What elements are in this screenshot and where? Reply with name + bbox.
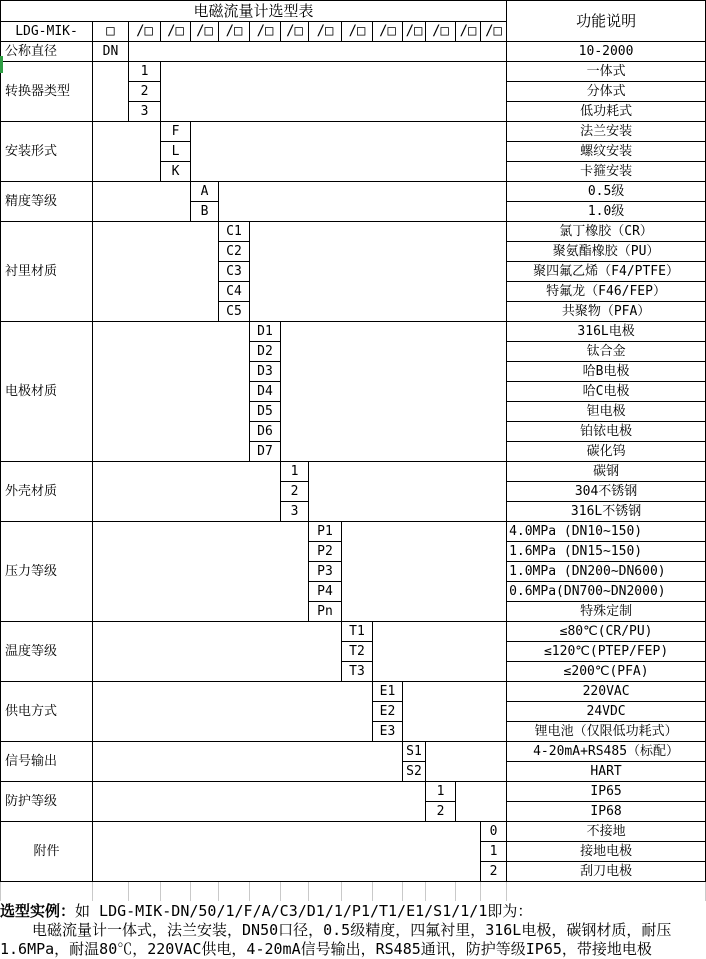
grid-cell <box>281 882 309 902</box>
code-box-cell: /□ <box>456 22 481 42</box>
green-marker <box>0 56 3 73</box>
description-cell: 接地电极 <box>507 842 706 862</box>
empty-filler-cell <box>93 622 342 682</box>
description-cell: 低功耗式 <box>507 102 706 122</box>
code-box-cell: /□ <box>219 22 250 42</box>
description-cell: 铂铱电极 <box>507 422 706 442</box>
description-cell: IP65 <box>507 782 706 802</box>
description-cell: ≤200℃(PFA) <box>507 662 706 682</box>
grid-cell <box>481 882 507 902</box>
description-cell: 螺纹安装 <box>507 142 706 162</box>
empty-filler-cell <box>93 122 161 182</box>
description-cell: 10-2000 <box>507 42 706 62</box>
grid-cell <box>403 882 426 902</box>
function-description-header: 功能说明 <box>507 1 706 42</box>
empty-filler-cell <box>456 782 507 822</box>
code-cell: 2 <box>426 802 456 822</box>
code-cell: C2 <box>219 242 250 262</box>
table-title: 电磁流量计选型表 <box>1 1 507 22</box>
code-box-cell: □ <box>93 22 129 42</box>
category-label: 转换器类型 <box>1 62 93 122</box>
code-cell: S1 <box>403 742 426 762</box>
empty-filler-cell <box>426 742 507 782</box>
code-cell: 2 <box>129 82 161 102</box>
code-cell: 0 <box>481 822 507 842</box>
code-cell: 2 <box>481 862 507 882</box>
empty-filler-cell <box>373 622 507 682</box>
description-cell: 24VDC <box>507 702 706 722</box>
description-cell: 碳钢 <box>507 462 706 482</box>
empty-filler-cell <box>403 682 507 742</box>
description-cell: IP68 <box>507 802 706 822</box>
description-cell: 0.6MPa(DN700~DN2000) <box>507 582 706 602</box>
description-cell: 4.0MPa (DN10~150) <box>507 522 706 542</box>
description-cell: 特氟龙（F46/FEP） <box>507 282 706 302</box>
grid-cell <box>373 882 403 902</box>
code-cell: DN <box>93 42 129 62</box>
code-box-cell: /□ <box>373 22 403 42</box>
description-cell: 一体式 <box>507 62 706 82</box>
selection-example <box>0 901 705 959</box>
empty-filler-cell <box>309 462 507 522</box>
code-box-cell: /□ <box>250 22 281 42</box>
code-cell: P3 <box>309 562 342 582</box>
category-label: 外壳材质 <box>1 462 93 522</box>
category-label: 衬里材质 <box>1 222 93 322</box>
empty-filler-cell <box>250 222 507 322</box>
empty-filler-cell <box>93 62 129 122</box>
code-cell: D3 <box>250 362 281 382</box>
code-cell: D6 <box>250 422 281 442</box>
empty-filler-cell <box>281 322 507 462</box>
code-cell: K <box>161 162 191 182</box>
empty-filler-cell <box>93 782 426 822</box>
code-cell: E2 <box>373 702 403 722</box>
category-label: 精度等级 <box>1 182 93 222</box>
description-cell: 4-20mA+RS485（标配） <box>507 742 706 762</box>
example-heading: 选型实例： <box>0 902 76 920</box>
description-cell: 法兰安装 <box>507 122 706 142</box>
code-box-cell: /□ <box>129 22 161 42</box>
grid-cell <box>456 882 481 902</box>
code-cell: 1 <box>481 842 507 862</box>
code-cell: P4 <box>309 582 342 602</box>
example-line1: 如 LDG-MIK-DN/50/1/F/A/C3/D1/1/P1/T1/E1/S1/1/1即为： <box>75 902 533 920</box>
empty-filler-cell <box>93 222 219 322</box>
description-cell: 1.0MPa (DN200~DN600) <box>507 562 706 582</box>
empty-filler-cell <box>93 522 309 622</box>
description-cell: 0.5级 <box>507 182 706 202</box>
description-cell: 哈B电极 <box>507 362 706 382</box>
empty-filler-cell <box>219 182 507 222</box>
description-cell: 分体式 <box>507 82 706 102</box>
description-cell: HART <box>507 762 706 782</box>
grid-cell <box>309 882 342 902</box>
code-box-cell: /□ <box>161 22 191 42</box>
description-cell: 卡箍安装 <box>507 162 706 182</box>
empty-filler-cell <box>93 742 403 782</box>
code-cell: F <box>161 122 191 142</box>
grid-cell <box>161 882 191 902</box>
description-cell: 氯丁橡胶（CR） <box>507 222 706 242</box>
description-cell: 聚氨酯橡胶（PU） <box>507 242 706 262</box>
category-label: 防护等级 <box>1 782 93 822</box>
description-cell: 聚四氟乙烯（F4/PTFE） <box>507 262 706 282</box>
description-cell: 特殊定制 <box>507 602 706 622</box>
empty-filler-cell <box>93 462 281 522</box>
description-cell: 刮刀电极 <box>507 862 706 882</box>
code-cell: D1 <box>250 322 281 342</box>
code-cell: L <box>161 142 191 162</box>
grid-cell <box>93 882 129 902</box>
grid-cell <box>219 882 250 902</box>
code-cell: S2 <box>403 762 426 782</box>
description-cell: ≤120℃(PTEP/FEP) <box>507 642 706 662</box>
empty-filler-cell <box>129 42 507 62</box>
grid-cell <box>1 882 93 902</box>
empty-filler-cell <box>342 522 507 622</box>
description-cell: 304不锈钢 <box>507 482 706 502</box>
code-cell: E3 <box>373 722 403 742</box>
code-cell: Pn <box>309 602 342 622</box>
category-label: 供电方式 <box>1 682 93 742</box>
code-cell: 1 <box>129 62 161 82</box>
empty-filler-cell <box>93 822 481 882</box>
description-cell: 316L不锈钢 <box>507 502 706 522</box>
description-cell: 共聚物（PFA） <box>507 302 706 322</box>
empty-filler-cell <box>191 122 507 182</box>
code-cell: E1 <box>373 682 403 702</box>
description-cell: 哈C电极 <box>507 382 706 402</box>
code-cell: T3 <box>342 662 373 682</box>
empty-filler-cell <box>93 182 191 222</box>
description-cell: 不接地 <box>507 822 706 842</box>
description-cell: 钽电极 <box>507 402 706 422</box>
grid-cell <box>250 882 281 902</box>
code-cell: D7 <box>250 442 281 462</box>
code-cell: C1 <box>219 222 250 242</box>
category-label: 压力等级 <box>1 522 93 622</box>
category-label: 安装形式 <box>1 122 93 182</box>
category-label: 温度等级 <box>1 622 93 682</box>
code-cell: A <box>191 182 219 202</box>
description-cell: 316L电极 <box>507 322 706 342</box>
code-cell: C3 <box>219 262 250 282</box>
category-label: 信号输出 <box>1 742 93 782</box>
code-box-cell: /□ <box>309 22 342 42</box>
code-cell: D4 <box>250 382 281 402</box>
grid-cell <box>191 882 219 902</box>
category-label: 电极材质 <box>1 322 93 462</box>
code-cell: C4 <box>219 282 250 302</box>
grid-cell <box>426 882 456 902</box>
code-cell: D2 <box>250 342 281 362</box>
description-cell: 锂电池（仅限低功耗式） <box>507 722 706 742</box>
grid-cell <box>129 882 161 902</box>
code-cell: P2 <box>309 542 342 562</box>
description-cell: ≤80℃(CR/PU) <box>507 622 706 642</box>
code-box-cell: /□ <box>342 22 373 42</box>
code-cell: T1 <box>342 622 373 642</box>
empty-grid-row <box>1 882 706 902</box>
description-cell: 1.6MPa (DN15~150) <box>507 542 706 562</box>
empty-filler-cell <box>93 682 373 742</box>
code-box-cell: /□ <box>481 22 507 42</box>
description-cell: 钛合金 <box>507 342 706 362</box>
code-cell: 3 <box>281 502 309 522</box>
code-cell: 2 <box>281 482 309 502</box>
grid-cell <box>342 882 373 902</box>
code-cell: P1 <box>309 522 342 542</box>
code-cell: B <box>191 202 219 222</box>
code-box-cell: /□ <box>191 22 219 42</box>
code-cell: C5 <box>219 302 250 322</box>
description-cell: 碳化钨 <box>507 442 706 462</box>
code-cell: D5 <box>250 402 281 422</box>
empty-filler-cell <box>93 322 250 462</box>
example-line2: 电磁流量计一体式，法兰安装，DN50口径，0.5级精度，四氟衬里，316L电极，碳钢材质，耐压 <box>32 921 672 939</box>
code-cell: T2 <box>342 642 373 662</box>
category-label: 附件 <box>1 822 93 882</box>
description-cell: 1.0级 <box>507 202 706 222</box>
code-cell: 1 <box>281 462 309 482</box>
code-cell: 3 <box>129 102 161 122</box>
grid-cell <box>507 882 706 902</box>
code-cell: 1 <box>426 782 456 802</box>
code-box-cell: /□ <box>426 22 456 42</box>
empty-filler-cell <box>161 62 507 122</box>
code-box-cell: /□ <box>281 22 309 42</box>
category-label: 公称直径 <box>1 42 93 62</box>
code-box-cell: /□ <box>403 22 426 42</box>
example-line3: 1.6MPa，耐温80℃，220VAC供电，4-20mA信号输出，RS485通讯，防护等级IP65，带接地电极 <box>0 940 652 958</box>
description-cell: 220VAC <box>507 682 706 702</box>
model-prefix: LDG-MIK- <box>1 22 93 42</box>
